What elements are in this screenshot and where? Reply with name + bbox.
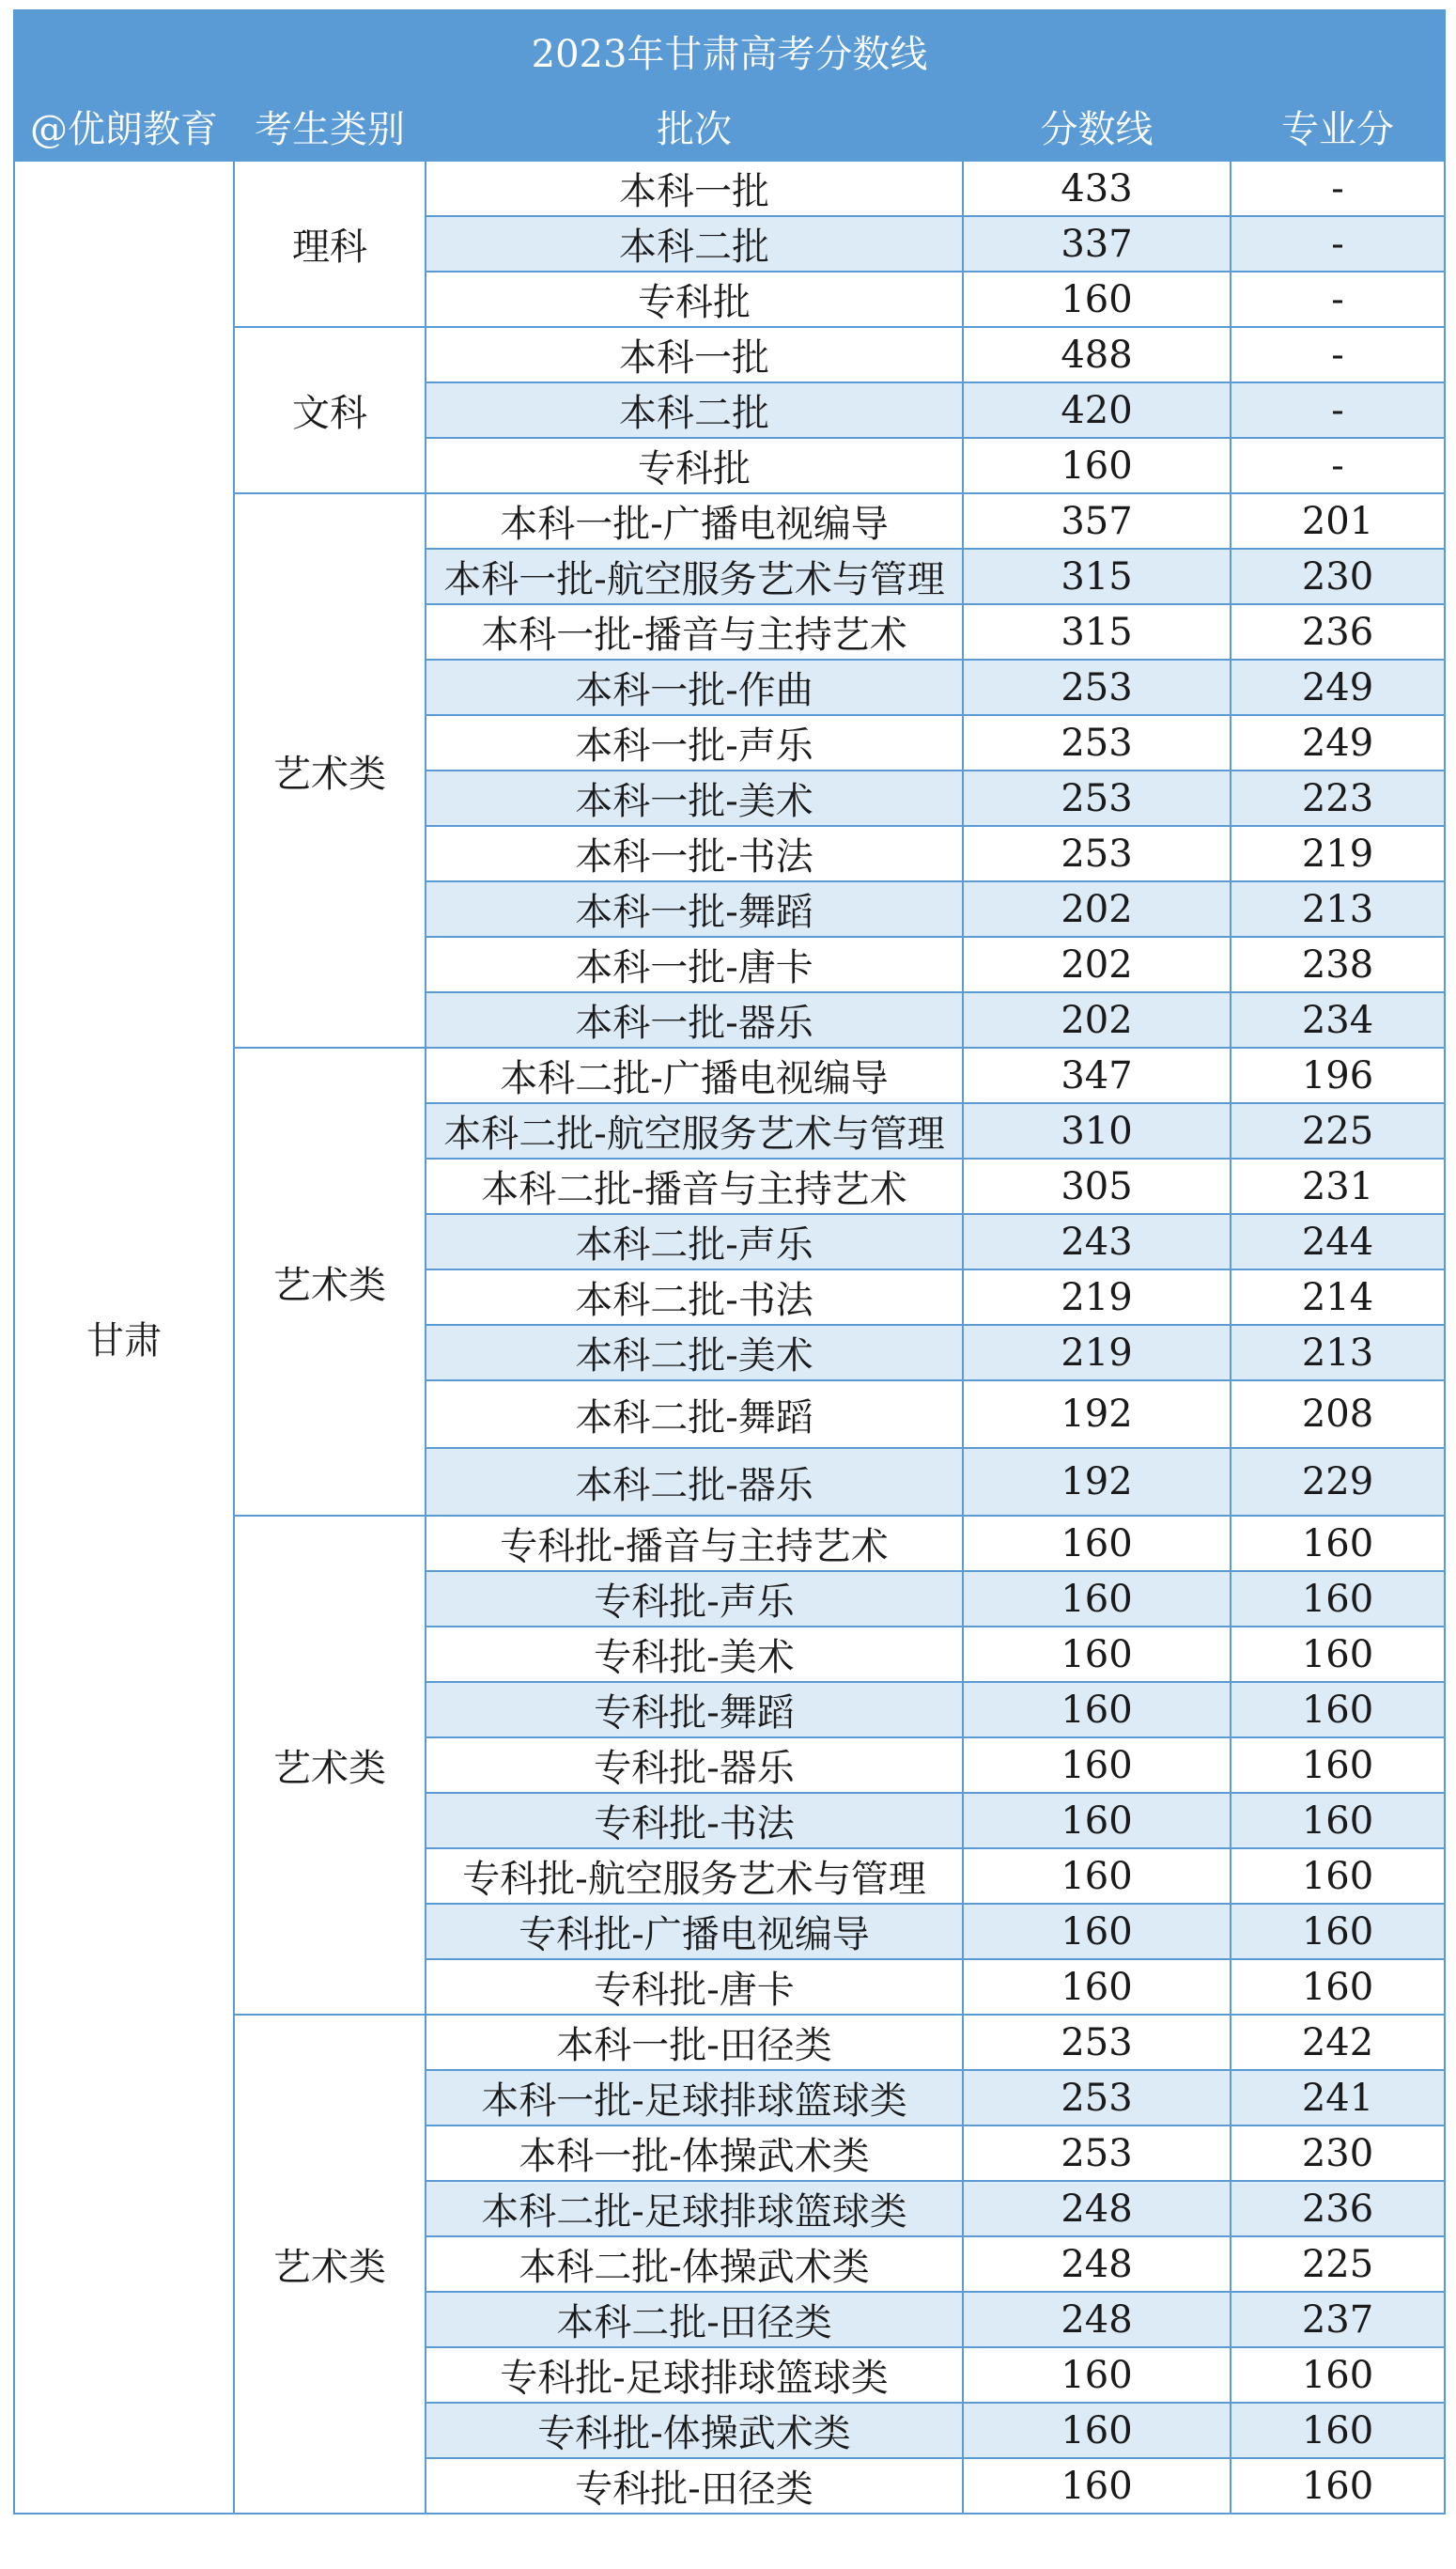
score-cell: 160 [963, 1848, 1231, 1904]
batch-cell: 专科批 [426, 272, 963, 327]
major-score-cell: 208 [1231, 1380, 1445, 1448]
batch-cell: 本科一批-器乐 [426, 992, 963, 1048]
batch-cell: 本科一批-美术 [426, 771, 963, 826]
score-cell: 357 [963, 493, 1231, 549]
header-major-score: 专业分 [1231, 91, 1445, 161]
batch-cell: 本科一批-田径类 [426, 2015, 963, 2070]
score-cell: 253 [963, 826, 1231, 881]
category-cell: 文科 [234, 327, 426, 493]
score-cell: 160 [963, 1959, 1231, 2015]
header-row [14, 91, 1445, 161]
major-score-cell: 160 [1231, 1516, 1445, 1571]
category-cell: 艺术类 [234, 493, 426, 1048]
major-score-cell: 229 [1231, 1448, 1445, 1516]
score-cell: 253 [963, 771, 1231, 826]
batch-cell: 本科一批-广播电视编导 [426, 493, 963, 549]
batch-cell: 专科批-美术 [426, 1627, 963, 1682]
score-cell: 253 [963, 2070, 1231, 2125]
header-batch: 批次 [426, 91, 963, 161]
batch-cell: 本科一批-声乐 [426, 715, 963, 771]
score-cell: 160 [963, 1516, 1231, 1571]
major-score-cell: - [1231, 382, 1445, 438]
score-cell: 347 [963, 1048, 1231, 1103]
batch-cell: 专科批-书法 [426, 1793, 963, 1848]
batch-cell: 专科批-舞蹈 [426, 1682, 963, 1737]
batch-cell: 本科二批 [426, 382, 963, 438]
score-cell: 420 [963, 382, 1231, 438]
score-cell: 305 [963, 1159, 1231, 1214]
major-score-cell: 236 [1231, 2181, 1445, 2236]
major-score-cell: - [1231, 216, 1445, 272]
major-score-cell: 160 [1231, 1904, 1445, 1959]
score-cell: 253 [963, 2015, 1231, 2070]
batch-cell: 本科一批 [426, 161, 963, 216]
batch-cell: 专科批-器乐 [426, 1737, 963, 1793]
major-score-cell: 236 [1231, 604, 1445, 660]
score-cell: 160 [963, 1682, 1231, 1737]
score-cell: 248 [963, 2236, 1231, 2292]
major-score-cell: - [1231, 438, 1445, 493]
major-score-cell: 223 [1231, 771, 1445, 826]
major-score-cell: 160 [1231, 1682, 1445, 1737]
score-cell: 160 [963, 1571, 1231, 1627]
header-category: 考生类别 [234, 91, 426, 161]
category-cell: 艺术类 [234, 1516, 426, 2015]
major-score-cell: 244 [1231, 1214, 1445, 1269]
batch-cell: 专科批-田径类 [426, 2458, 963, 2514]
batch-cell: 本科一批-书法 [426, 826, 963, 881]
major-score-cell: 234 [1231, 992, 1445, 1048]
score-cell: 160 [963, 438, 1231, 493]
header-score-line: 分数线 [963, 91, 1231, 161]
batch-cell: 本科二批-播音与主持艺术 [426, 1159, 963, 1214]
batch-cell: 专科批-航空服务艺术与管理 [426, 1848, 963, 1904]
score-cell: 315 [963, 604, 1231, 660]
batch-cell: 本科一批-作曲 [426, 660, 963, 715]
major-score-cell: 214 [1231, 1269, 1445, 1325]
category-cell: 艺术类 [234, 1048, 426, 1516]
batch-cell: 本科二批 [426, 216, 963, 272]
score-cell: 160 [963, 2347, 1231, 2403]
major-score-cell: 241 [1231, 2070, 1445, 2125]
batch-cell: 本科一批-播音与主持艺术 [426, 604, 963, 660]
batch-cell: 专科批-播音与主持艺术 [426, 1516, 963, 1571]
major-score-cell: 231 [1231, 1159, 1445, 1214]
province-cell: 甘肃 [14, 161, 234, 2514]
major-score-cell: 230 [1231, 2125, 1445, 2181]
major-score-cell: 225 [1231, 1103, 1445, 1159]
batch-cell: 本科二批-舞蹈 [426, 1380, 963, 1448]
category-cell: 理科 [234, 161, 426, 327]
score-cell: 219 [963, 1325, 1231, 1380]
score-cell: 202 [963, 881, 1231, 937]
major-score-cell: 201 [1231, 493, 1445, 549]
score-cell: 433 [963, 161, 1231, 216]
score-cell: 243 [963, 1214, 1231, 1269]
batch-cell: 本科二批-器乐 [426, 1448, 963, 1516]
score-cell: 202 [963, 937, 1231, 992]
score-cell: 337 [963, 216, 1231, 272]
batch-cell: 专科批-唐卡 [426, 1959, 963, 2015]
batch-cell: 本科一批-航空服务艺术与管理 [426, 549, 963, 604]
batch-cell: 本科一批 [426, 327, 963, 382]
major-score-cell: 160 [1231, 1627, 1445, 1682]
batch-cell: 专科批-体操武术类 [426, 2403, 963, 2458]
score-cell: 202 [963, 992, 1231, 1048]
batch-cell: 本科二批-足球排球篮球类 [426, 2181, 963, 2236]
score-cell: 192 [963, 1380, 1231, 1448]
batch-cell: 本科一批-体操武术类 [426, 2125, 963, 2181]
batch-cell: 本科二批-航空服务艺术与管理 [426, 1103, 963, 1159]
major-score-cell: 160 [1231, 1959, 1445, 2015]
major-score-cell: 160 [1231, 1793, 1445, 1848]
major-score-cell: 160 [1231, 1737, 1445, 1793]
score-cell: 315 [963, 549, 1231, 604]
score-cell: 160 [963, 1904, 1231, 1959]
score-cell: 219 [963, 1269, 1231, 1325]
batch-cell: 专科批-足球排球篮球类 [426, 2347, 963, 2403]
major-score-cell: 160 [1231, 1571, 1445, 1627]
table-body [14, 161, 1445, 2514]
batch-cell: 本科二批-广播电视编导 [426, 1048, 963, 1103]
major-score-cell: 249 [1231, 715, 1445, 771]
major-score-cell: 160 [1231, 1848, 1445, 1904]
title-row [14, 10, 1445, 91]
batch-cell: 本科二批-书法 [426, 1269, 963, 1325]
major-score-cell: 249 [1231, 660, 1445, 715]
major-score-cell: 160 [1231, 2458, 1445, 2514]
major-score-cell: 238 [1231, 937, 1445, 992]
score-table [13, 9, 1446, 2515]
major-score-cell: 160 [1231, 2403, 1445, 2458]
major-score-cell: 213 [1231, 881, 1445, 937]
score-cell: 253 [963, 715, 1231, 771]
major-score-cell: 160 [1231, 2347, 1445, 2403]
batch-cell: 本科一批-舞蹈 [426, 881, 963, 937]
major-score-cell: 237 [1231, 2292, 1445, 2347]
batch-cell: 本科一批-唐卡 [426, 937, 963, 992]
score-cell: 253 [963, 2125, 1231, 2181]
score-cell: 192 [963, 1448, 1231, 1516]
score-cell: 310 [963, 1103, 1231, 1159]
batch-cell: 本科二批-体操武术类 [426, 2236, 963, 2292]
score-cell: 248 [963, 2292, 1231, 2347]
table-title: 2023年甘肃高考分数线 [14, 10, 1445, 91]
score-cell: 253 [963, 660, 1231, 715]
score-cell: 248 [963, 2181, 1231, 2236]
major-score-cell: 225 [1231, 2236, 1445, 2292]
score-cell: 160 [963, 1793, 1231, 1848]
major-score-cell: - [1231, 161, 1445, 216]
major-score-cell: - [1231, 327, 1445, 382]
score-cell: 160 [963, 2458, 1231, 2514]
major-score-cell: 230 [1231, 549, 1445, 604]
batch-cell: 本科二批-田径类 [426, 2292, 963, 2347]
batch-cell: 本科一批-足球排球篮球类 [426, 2070, 963, 2125]
header-watermark: @优朗教育 [14, 91, 234, 161]
score-cell: 160 [963, 1737, 1231, 1793]
batch-cell: 专科批-广播电视编导 [426, 1904, 963, 1959]
major-score-cell: - [1231, 272, 1445, 327]
category-cell: 艺术类 [234, 2015, 426, 2514]
score-cell: 160 [963, 272, 1231, 327]
batch-cell: 本科二批-声乐 [426, 1214, 963, 1269]
major-score-cell: 213 [1231, 1325, 1445, 1380]
batch-cell: 专科批 [426, 438, 963, 493]
table-row [14, 161, 1445, 216]
major-score-cell: 242 [1231, 2015, 1445, 2070]
major-score-cell: 219 [1231, 826, 1445, 881]
score-cell: 160 [963, 1627, 1231, 1682]
score-cell: 160 [963, 2403, 1231, 2458]
batch-cell: 专科批-声乐 [426, 1571, 963, 1627]
major-score-cell: 196 [1231, 1048, 1445, 1103]
score-cell: 488 [963, 327, 1231, 382]
batch-cell: 本科二批-美术 [426, 1325, 963, 1380]
